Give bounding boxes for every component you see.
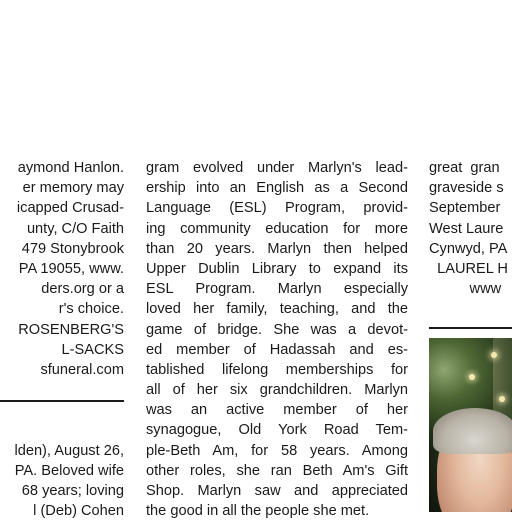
right-column-text: [429, 158, 512, 299]
text-line: ESL Program. Marlyn especially: [146, 281, 408, 298]
blank-line: [0, 380, 124, 400]
text-line: than 20 years. Marlyn then helped: [146, 240, 408, 257]
light-sparkle: [469, 374, 475, 380]
text-line: Language (ESL) Program, provid-: [146, 200, 408, 217]
text-line: the good in all the people she met.: [146, 503, 370, 520]
funeral-home-name: ROSENBERG'S: [18, 321, 124, 338]
text-line: Shop. Marlyn saw and appreciated: [146, 483, 408, 499]
text-line: loved her family, teaching, and the: [146, 301, 408, 318]
text-line: Cynwyd, PA: [429, 240, 508, 257]
blank-line: [0, 420, 124, 440]
text-line: Upper Dublin Library to expand its: [146, 260, 408, 277]
text-line: ership into an English as a Second: [146, 180, 408, 197]
funeral-home-name: LAUREL H: [429, 260, 508, 277]
portrait-photo: [429, 338, 512, 512]
text-line: September: [429, 200, 501, 217]
text-line: all of her six grandchildren. Marlyn: [146, 382, 408, 399]
text-line: graveside s: [429, 180, 504, 197]
funeral-home-url: www: [429, 281, 502, 298]
light-sparkle: [491, 352, 497, 358]
text-line: gram evolved under Marlyn's lead-: [146, 160, 408, 176]
text-line: icapped Crusad-: [16, 200, 124, 217]
text-line: tablished lifelong memberships for: [146, 361, 408, 378]
text-line: er memory may: [22, 180, 124, 197]
blank-line: [0, 400, 124, 420]
text-line: ed member of Hadassah and es-: [146, 341, 408, 358]
text-line: 68 years; loving: [21, 483, 124, 499]
section-divider: [429, 327, 512, 329]
middle-column-text: [146, 158, 408, 521]
text-line: West Laure: [429, 220, 504, 237]
text-line: 479 Stonybrook: [21, 240, 124, 257]
text-line: PA 19055, www.: [18, 260, 124, 277]
portrait-hair: [433, 408, 512, 454]
light-sparkle: [499, 396, 505, 402]
text-line: l (Deb) Cohen: [33, 503, 124, 520]
text-line: r's choice.: [58, 301, 124, 318]
text-line: other roles, she ran Beth Am's Gift: [146, 462, 408, 479]
text-line: unty, C/O Faith: [26, 220, 124, 237]
text-line: was an active member of her: [146, 402, 408, 419]
funeral-home-name: L-SACKS: [61, 341, 124, 358]
text-line: aymond Hanlon.: [17, 160, 124, 176]
text-line: ing community education for more: [146, 220, 408, 237]
funeral-home-url: sfuneral.com: [40, 361, 124, 378]
text-line: ple-Beth Am, for 58 years. Among: [146, 442, 408, 459]
text-line: game of bridge. She was a devot-: [146, 321, 408, 338]
text-line: synagogue, Old York Road Tem-: [146, 422, 408, 439]
text-line: great gran: [429, 160, 500, 176]
text-line: lden), August 26,: [14, 442, 124, 459]
section-divider: [0, 400, 124, 402]
text-line: ders.org or a: [41, 281, 124, 298]
text-line: PA. Beloved wife: [14, 462, 124, 479]
left-column-text: [0, 158, 124, 521]
